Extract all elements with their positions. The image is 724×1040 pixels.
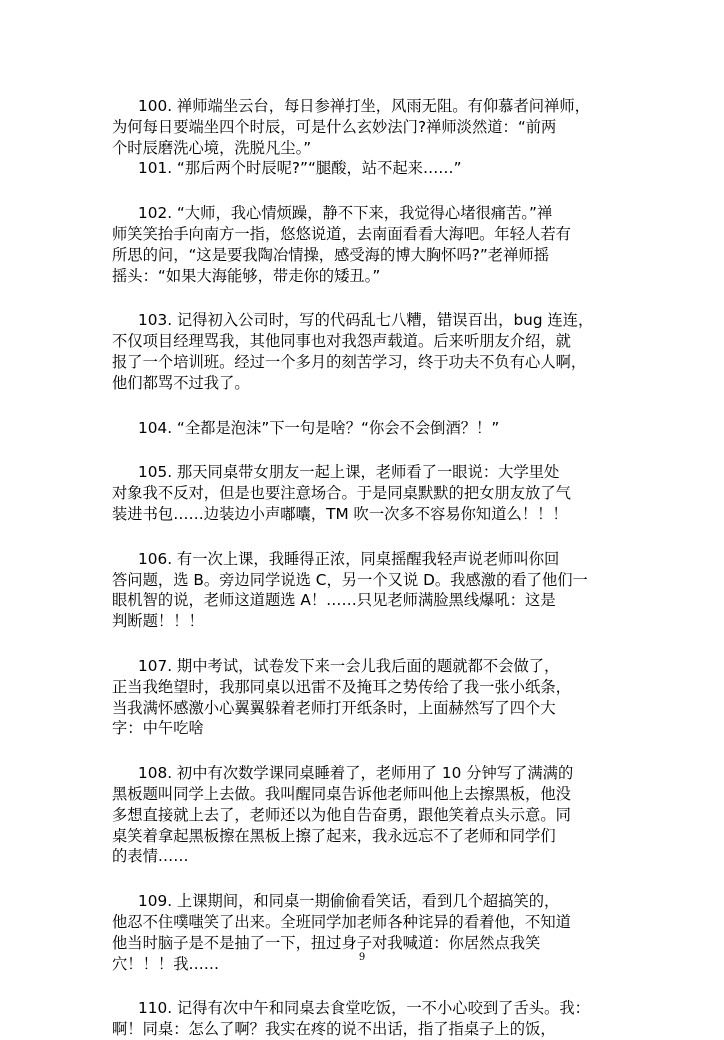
entry-line: 为何每日要端坐四个时辰，可是什么玄妙法门?禅师淡然道：“前两	[112, 117, 557, 136]
entry-line: 正当我绝望时，我那同桌以迅雷不及掩耳之势传给了我一张小纸条，	[112, 677, 571, 696]
entry-line: 106. 有一次上课，我睡得正浓，同桌摇醒我轻声说老师叫你回	[138, 549, 560, 568]
joke-entry-106	[112, 549, 627, 632]
entry-line: 102. “大师，我心情烦躁，静不下来，我觉得心堵很痛苦。”禅	[138, 204, 553, 223]
joke-entry-102	[112, 203, 627, 286]
page-number: 9	[358, 952, 366, 963]
entry-line: 穴！！！我……	[112, 954, 220, 973]
joke-entry-110	[112, 998, 627, 1040]
entry-line: 105. 那天同桌带女朋友一起上课，老师看了一眼说：大学里处	[138, 463, 560, 482]
entry-line: 字：中午吃啥	[112, 719, 204, 738]
entry-line: 110. 记得有次中午和同桌去食堂吃饭，一不小心咬到了舌头。我：	[138, 999, 590, 1018]
entry-line: 摇头：“如果大海能够，带走你的矮丑。”	[112, 266, 381, 285]
entry-line: 黑板题叫同学上去做。我叫醒同桌告诉他老师叫他上去擦黑板，他没	[112, 784, 571, 803]
entry-line: 他们都骂不过我了。	[112, 373, 250, 392]
entry-line: 他当时脑子是不是抽了一下，扭过身子对我喊道：你居然点我笑	[112, 933, 541, 952]
entry-line: 判断题！！！	[112, 612, 204, 631]
joke-entry-108	[112, 763, 627, 867]
entry-line: 101. “那后两个时辰呢?”“腿酸，站不起来……”	[138, 159, 462, 178]
entry-line: 个时辰磨洗心境，洗脱凡尘。”	[112, 138, 312, 157]
entry-line: 的表情……	[112, 847, 189, 866]
entry-line: 多想直接就上去了，老师还以为他自告奋勇，跟他笑着点头示意。同	[112, 805, 571, 824]
joke-entry-104	[112, 418, 627, 439]
joke-entry-101	[112, 158, 627, 179]
entry-line: 不仅项目经理骂我，其他同事也对我怨声载道。后来听朋友介绍，就	[112, 332, 571, 351]
joke-entry-103	[112, 310, 627, 393]
entry-line: 107. 期中考试，试卷发下来一会儿我后面的题就都不会做了，	[138, 656, 560, 675]
entry-line: 他忍不住噗嗤笑了出来。全班同学加老师各种诧异的看着他，不知道	[112, 912, 571, 931]
entry-line: 108. 初中有次数学课同桌睡着了，老师用了 10 分钟写了满满的	[138, 764, 574, 783]
joke-entry-105	[112, 462, 627, 524]
entry-line: 眼机智的说，老师这道题选 A！……只见老师满脸黑线爆吼：这是	[112, 591, 556, 610]
joke-entry-107	[112, 656, 627, 739]
entry-line: 100. 禅师端坐云台，每日参禅打坐，风雨无阻。有仰慕者问禅师，	[138, 97, 590, 115]
document-body	[112, 96, 627, 1040]
entry-line: 桌笑着拿起黑板擦在黑板上擦了起来，我永远忘不了老师和同学们	[112, 826, 556, 845]
entry-line: 109. 上课期间，和同桌一期偷偷看笑话，看到几个超搞笑的，	[138, 892, 560, 911]
entry-line: 对象我不反对，但是也要注意场合。于是同桌默默的把女朋友放了气	[112, 484, 571, 503]
entry-line: 103. 记得初入公司时，写的代码乱七八糟，错误百出，bug 连连，	[138, 311, 594, 330]
entry-line: 所思的问，“这是要我陶冶情操，感受海的博大胸怀吗?”老禅师摇	[112, 245, 549, 264]
entry-line: 啊！同桌：怎么了啊？我实在疼的说不出话，指了指桌子上的饭，	[112, 1020, 556, 1039]
entry-line: 师笑笑抬手向南方一指，悠悠说道，去南面看看大海吧。年轻人若有	[112, 224, 571, 243]
entry-line: 装进书包……边装边小声嘟囔，TM 吹一次多不容易你知道么！！！	[112, 504, 568, 523]
joke-entry-100	[112, 96, 627, 158]
entry-line: 答问题，选 B。旁边同学说选 C，另一个又说 D。我感激的看了他们一	[112, 570, 588, 589]
entry-line: 报了一个培训班。经过一个多月的刻苦学习，终于功夫不负有心人啊，	[112, 352, 587, 371]
entry-line: 104. “全都是泡沫”下一句是啥？“你会不会倒酒？！”	[138, 418, 500, 437]
entry-line: 当我满怀感激小心翼翼躲着老师打开纸条时，上面赫然写了四个大	[112, 698, 556, 717]
